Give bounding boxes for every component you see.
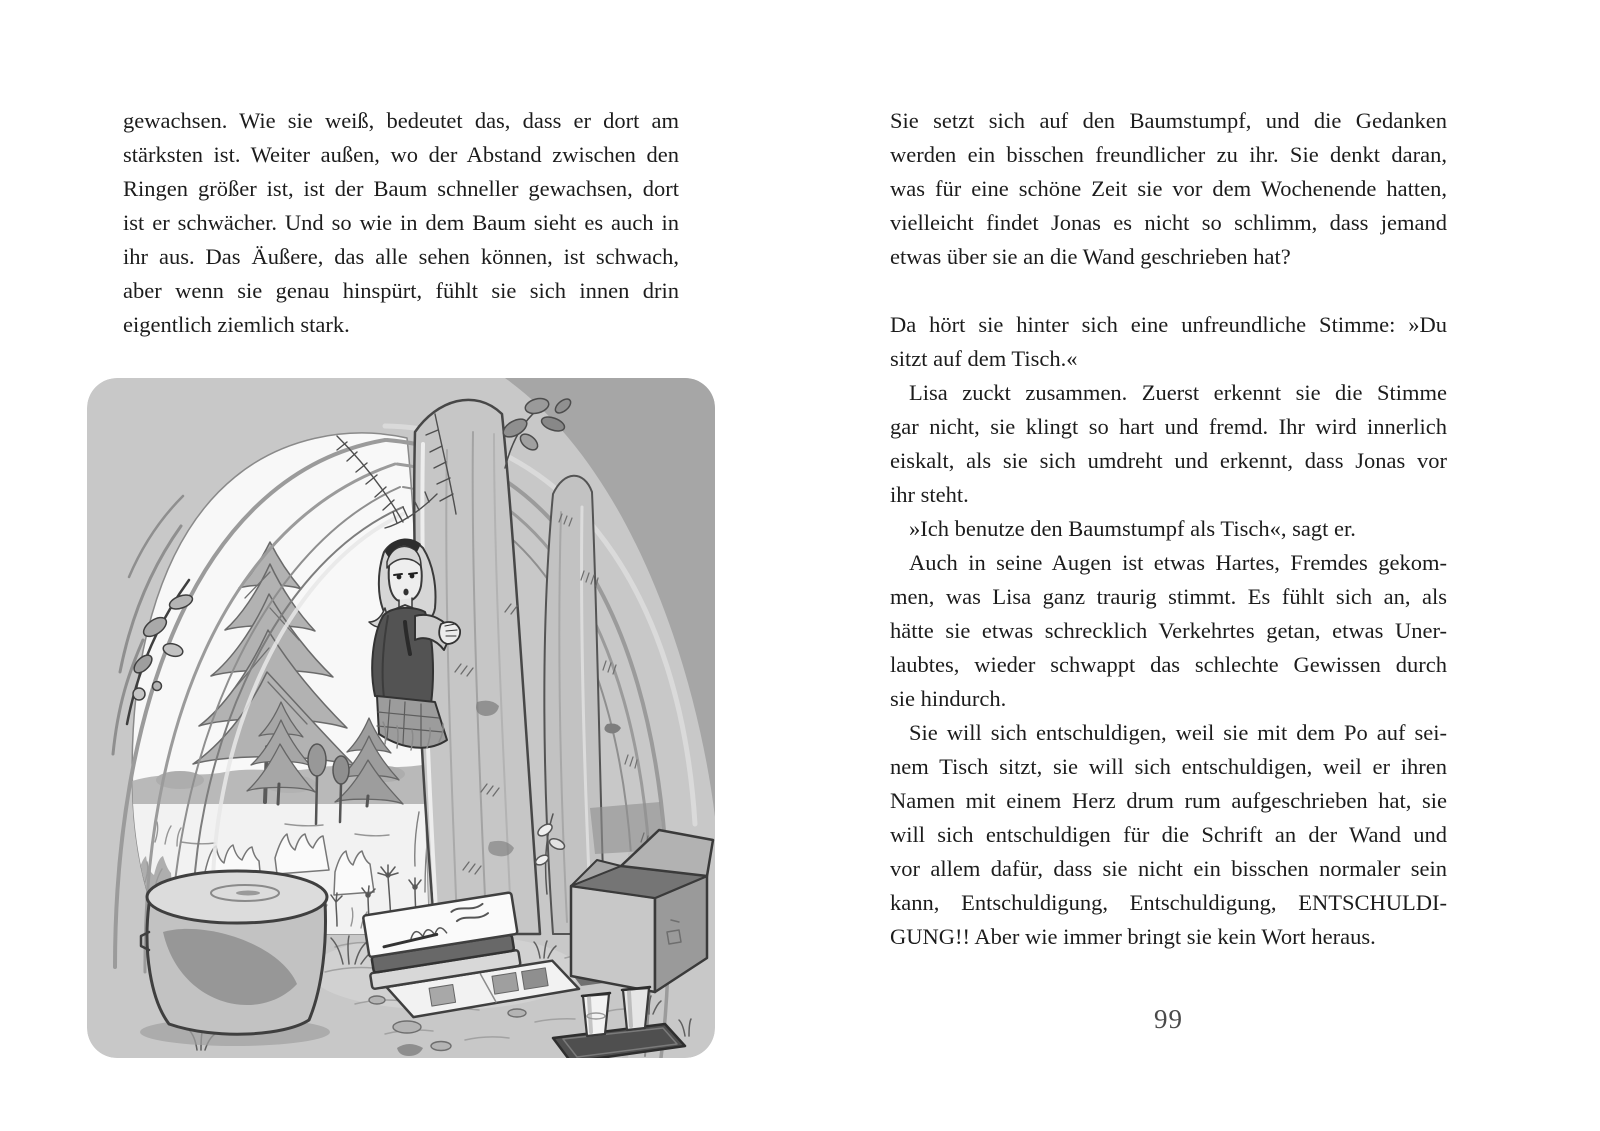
text-line: vor allem dafür, dass sie nicht ein bisschen normaler sein (890, 856, 1447, 881)
text-line: hätte sie etwas schrecklich Verkehrtes getan, etwas Uner- (890, 618, 1447, 643)
text-line: eigentlich ziemlich stark. (123, 312, 350, 337)
text-line: ihr aus. Das Äußere, das alle sehen können, ist schwach, (123, 244, 679, 269)
text-line: aber wenn sie genau hinspürt, fühlt sie sich innen drin (123, 278, 679, 303)
text-line: nem Tisch sitzt, sie will sich entschuldigen, weil er ihren (890, 754, 1447, 779)
tree-stump (140, 871, 330, 1046)
text-line: sitzt auf dem Tisch.« (890, 346, 1078, 371)
text-line: Auch in seine Augen ist etwas Hartes, Fremdes gekom- (909, 550, 1447, 575)
illustration-forest-den (85, 372, 718, 1062)
text-line: vielleicht findet Jonas es nicht so schlimm, dass jemand (890, 210, 1447, 235)
text-line: eiskalt, als sie sich umdreht und erkennt, dass Jonas vor (890, 448, 1447, 473)
text-line: laubtes, wieder schwappt das schlechte Gewissen durch (890, 652, 1447, 677)
glass (622, 987, 650, 1030)
text-line: stärksten ist. Weiter außen, wo der Abstand zwischen den (123, 142, 679, 167)
text-line: Ringen größer ist, ist der Baum schneller gewachsen, dort (123, 176, 679, 201)
text-line: etwas über sie an die Wand geschrieben hat? (890, 244, 1291, 269)
text-line: ihr steht. (890, 482, 969, 507)
text-line: Sie will sich entschuldigen, weil sie mit dem Po auf sei- (909, 720, 1447, 745)
text-line: gewachsen. Wie sie weiß, bedeutet das, dass er dort am (123, 108, 679, 133)
left-page-text (123, 104, 679, 342)
glass (582, 993, 610, 1036)
text-line: gar nicht, sie klingt so hart und fremd. Ihr wird innerlich (890, 414, 1447, 439)
text-line: kann, Entschuldigung, Entschuldigung, ENTSCHULDI- (890, 890, 1447, 915)
forest-den-drawing (85, 372, 718, 1062)
paragraph-gap (890, 274, 1447, 308)
text-line: Sie setzt sich auf den Baumstumpf, und die Gedanken (890, 108, 1447, 133)
text-line: will sich entschuldigen für die Schrift an der Wand und (890, 822, 1447, 847)
text-line: Lisa zuckt zusammen. Zuerst erkennt sie die Stimme (909, 380, 1447, 405)
text-line: werden ein bisschen freundlicher zu ihr. Sie denkt daran, (890, 142, 1447, 167)
text-line: was für eine schöne Zeit sie vor dem Wochenende hatten, (890, 176, 1447, 201)
page-number: 99 (1154, 1004, 1183, 1034)
text-line: ist er schwächer. Und so wie in dem Baum sieht es auch in (123, 210, 679, 235)
text-line: Namen mit einem Herz drum rum aufgeschrieben hat, sie (890, 788, 1447, 813)
text-line: »Ich benutze den Baumstumpf als Tisch«, sagt er. (909, 516, 1356, 541)
text-line: GUNG!! Aber wie immer bringt sie kein Wort heraus. (890, 924, 1376, 949)
text-line: men, was Lisa ganz traurig stimmt. Es fühlt sich an, als (890, 584, 1447, 609)
text-line: Da hört sie hinter sich eine unfreundliche Stimme: »Du (890, 312, 1447, 337)
right-page-text (890, 104, 1447, 954)
text-line: sie hindurch. (890, 686, 1007, 711)
